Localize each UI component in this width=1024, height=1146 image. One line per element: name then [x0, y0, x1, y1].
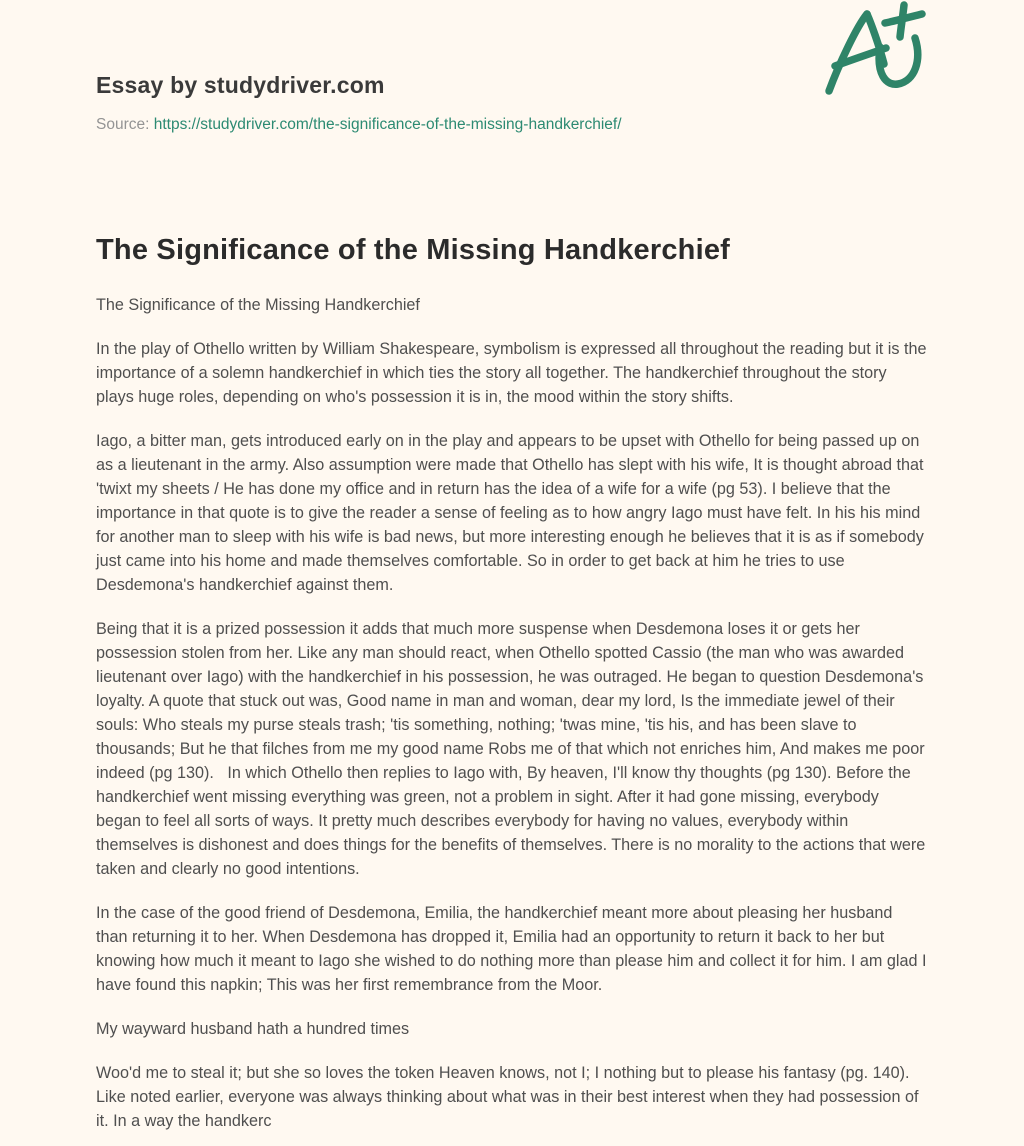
essay-body — [96, 293, 932, 1133]
essay-paragraph: The Significance of the Missing Handkerchief — [96, 296, 420, 314]
essay-paragraph: Woo'd me to steal it; but she so loves the token Heaven knows, not I; I nothing but to please his fantasy (pg. 140). Like noted earlier, everyone was always thinking about what was in their best interest when they had possession of it. In a way the handkerc — [96, 1064, 923, 1130]
essay-paragraph: In the play of Othello written by William Shakespeare, symbolism is expressed all throughout the reading but it is the importance of a solemn handkerchief in which ties the story all together. The handkerchief throughout the story plays huge roles, depending on who's possession it is in, the mood within the story shifts. — [96, 340, 931, 406]
essay-paragraph: Iago, a bitter man, gets introduced early on in the play and appears to be upset with Othello for being passed up on as a lieutenant in the army. Also assumption were made that Othello has slept with his wife, It is thought abroad that 'twixt my sheets / He has done my office and in return has the idea of a wife for a wife (pg 53). I believe that the importance in that quote is to give the reader a sense of feeling as to how angry Iago must have felt. In his his mind for another man to sleep with his wife is bad news, but more interesting enough he believes that it is as if somebody just came into his home and made themselves comfortable. So in order to get back at him he tries to use Desdemona's handkerchief against them. — [96, 432, 929, 594]
essay-by-heading: Essay by studydriver.com — [96, 72, 385, 98]
essay-paragraph: My wayward husband hath a hundred times — [96, 1020, 410, 1038]
document-title: The Significance of the Missing Handkerchief — [96, 234, 731, 266]
essay-paragraph: In the case of the good friend of Desdemona, Emilia, the handkerchief meant more about pleasing her husband than returning it to her. When Desdemona has dropped it, Emilia had an opportunity to return it back to her but knowing how much it meant to Iago she wished to do nothing more than please him and collect it for him. I am glad I have found this napkin; This was her first remembrance from the Moor. — [96, 904, 932, 994]
essay-paragraph: Being that it is a prized possession it adds that much more suspense when Desdemona loses it or gets her possession stolen from her. Like any man should react, when Othello spotted Cassio (the man who was awarded lieutenant over Iago) with the handkerchief in his possession, he was outraged. He began to question Desdemona's loyalty. A quote that stuck out was, Good name in man and woman, dear my lord, Is the immediate jewel of their souls: Who steals my purse steals trash; 'tis something, nothing; 'twas mine, 'tis his, and has been slave to thousands; But he that filches from me my good name Robs me of that which not enriches him, And makes me poor indeed (pg 130). In which Othello then replies to Iago with, By heaven, I'll know thy thoughts (pg 130). Before the handkerchief went missing everything was green, not a problem in sight. After it had gone missing, everybody began to feel all sorts of ways. It pretty much describes everybody for having no values, everybody within themselves is dishonest and does things for the benefits of themselves. There is no morality to the actions that were taken and clearly no good intentions. — [96, 620, 930, 878]
a-plus-logo-icon — [822, 0, 936, 96]
source-label: Source: — [96, 116, 150, 133]
source-line — [96, 116, 928, 134]
page-header — [96, 72, 928, 134]
essay-page — [96, 0, 932, 1133]
source-link[interactable]: https://studydriver.com/the-significance-of-the-missing-handkerchief/ — [153, 116, 622, 133]
